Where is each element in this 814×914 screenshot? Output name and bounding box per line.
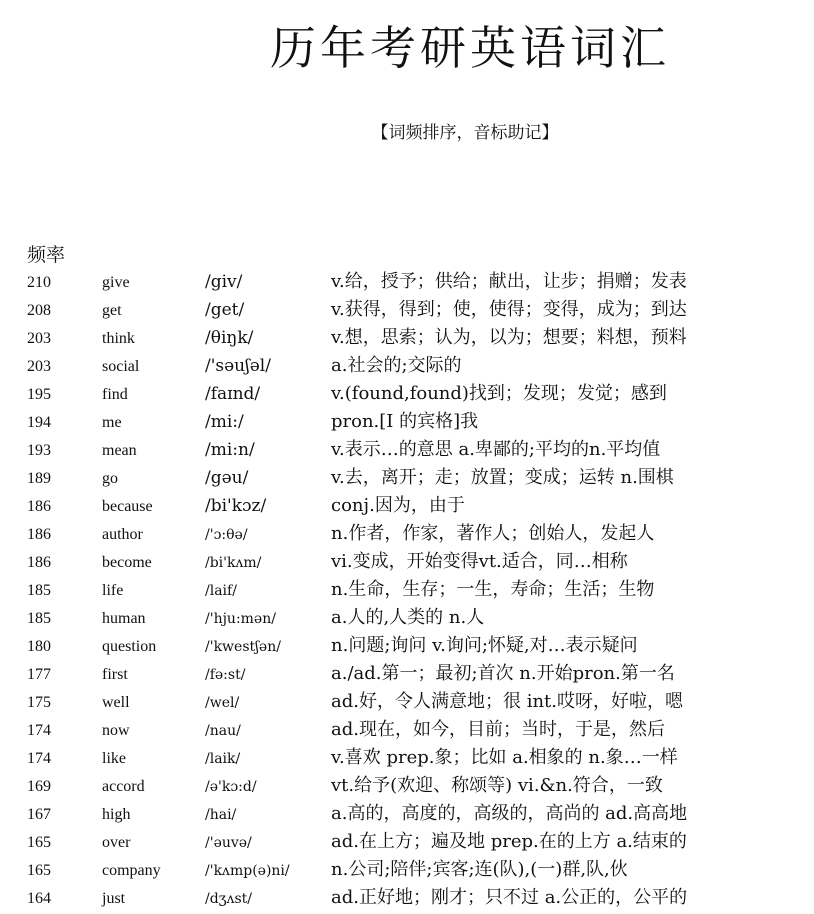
word-phonetic: /θiŋk/	[205, 328, 254, 348]
vocabulary-list	[0, 268, 814, 912]
word-term: well	[102, 694, 130, 711]
word-term: think	[102, 330, 135, 347]
word-term: first	[102, 666, 128, 683]
frequency-value: 174	[27, 722, 51, 739]
word-definition: n.作者，作家，著作人；创始人，发起人	[331, 523, 655, 544]
vocab-row	[0, 492, 814, 520]
word-term: mean	[102, 442, 137, 459]
word-term: human	[102, 610, 146, 627]
word-phonetic: /laif/	[205, 583, 237, 599]
frequency-value: 180	[27, 638, 51, 655]
word-definition: v.(found,found)找到；发现；发觉；感到	[331, 383, 667, 404]
frequency-value: 208	[27, 302, 51, 319]
vocab-row	[0, 828, 814, 856]
word-phonetic: /bi'kʌm/	[205, 555, 262, 571]
frequency-value: 194	[27, 414, 51, 431]
word-phonetic: /fə:st/	[205, 667, 246, 683]
word-phonetic: /get/	[205, 300, 245, 320]
frequency-column-header: 频率	[27, 244, 66, 266]
word-definition: a.社会的;交际的	[331, 355, 462, 376]
word-phonetic: /laik/	[205, 751, 241, 767]
vocab-row	[0, 464, 814, 492]
vocab-row	[0, 576, 814, 604]
vocab-row	[0, 884, 814, 912]
word-definition: ad.在上方；遍及地 prep.在的上方 a.结束的	[331, 831, 687, 852]
word-term: author	[102, 526, 143, 543]
word-term: now	[102, 722, 130, 739]
word-phonetic: /gəu/	[205, 468, 249, 488]
word-term: just	[102, 890, 126, 907]
word-phonetic: /giv/	[205, 272, 243, 292]
word-phonetic: /'kwestʃən/	[205, 639, 281, 655]
vocab-row	[0, 604, 814, 632]
frequency-value: 186	[27, 526, 51, 543]
word-definition: vt.给予(欢迎、称颂等) vi.&n.符合，一致	[331, 775, 663, 796]
vocab-row	[0, 380, 814, 408]
word-definition: vi.变成，开始变得vt.适合，同…相称	[331, 551, 628, 572]
word-term: accord	[102, 778, 145, 795]
frequency-value: 186	[27, 554, 51, 571]
vocab-row	[0, 296, 814, 324]
vocab-row	[0, 688, 814, 716]
word-definition: a./ad.第一；最初;首次 n.开始pron.第一名	[331, 663, 675, 684]
word-phonetic: /'səuʃəl/	[205, 356, 271, 376]
word-definition: v.给，授予；供给；献出，让步；捐赠；发表	[331, 271, 687, 292]
word-definition: conj.因为，由于	[331, 495, 465, 516]
frequency-value: 185	[27, 610, 51, 627]
vocab-row	[0, 324, 814, 352]
word-definition: ad.正好地；刚才；只不过 a.公正的，公平的	[331, 887, 688, 908]
frequency-value: 165	[27, 862, 51, 879]
word-term: become	[102, 554, 152, 571]
word-phonetic: /wel/	[205, 695, 240, 711]
word-definition: ad.好，令人满意地；很 int.哎呀，好啦，嗯	[331, 691, 684, 712]
word-term: because	[102, 498, 153, 515]
word-term: question	[102, 638, 157, 655]
vocab-row	[0, 800, 814, 828]
word-phonetic: /'kʌmp(ə)ni/	[205, 863, 290, 879]
word-term: like	[102, 750, 126, 767]
vocab-row	[0, 520, 814, 548]
word-definition: ad.现在，如今，目前；当时，于是，然后	[331, 719, 665, 740]
frequency-value: 164	[27, 890, 51, 907]
vocab-row	[0, 632, 814, 660]
word-definition: a.人的,人类的 n.人	[331, 607, 485, 628]
frequency-value: 189	[27, 470, 51, 487]
word-phonetic: /'ɔ:θə/	[205, 527, 248, 543]
word-phonetic: /mi:n/	[205, 440, 255, 460]
word-phonetic: /'əuvə/	[205, 835, 252, 851]
word-term: find	[102, 386, 128, 403]
frequency-value: 169	[27, 778, 51, 795]
word-phonetic: /faɪnd/	[205, 384, 261, 404]
word-term: go	[102, 470, 118, 487]
frequency-value: 175	[27, 694, 51, 711]
word-phonetic: /bi'kɔz/	[205, 496, 267, 516]
page-title: 历年考研英语词汇	[270, 21, 670, 75]
frequency-value: 195	[27, 386, 51, 403]
word-phonetic: /ə'kɔ:d/	[205, 779, 257, 795]
word-phonetic: /mi:/	[205, 412, 244, 432]
vocab-row	[0, 772, 814, 800]
frequency-value: 174	[27, 750, 51, 767]
word-phonetic: /hai/	[205, 807, 237, 823]
vocab-row	[0, 408, 814, 436]
frequency-value: 165	[27, 834, 51, 851]
frequency-value: 203	[27, 358, 51, 375]
word-phonetic: /dʒʌst/	[205, 891, 253, 907]
vocab-row	[0, 856, 814, 884]
word-definition: v.去，离开；走；放置；变成；运转 n.围棋	[331, 467, 674, 488]
page-subtitle: 【词频排序，音标助记】	[371, 123, 559, 143]
word-definition: a.高的，高度的，高级的，高尚的 ad.高高地	[331, 803, 688, 824]
word-term: social	[102, 358, 140, 375]
word-term: give	[102, 274, 130, 291]
word-definition: v.喜欢 prep.象；比如 a.相象的 n.象…一样	[331, 747, 678, 768]
word-term: life	[102, 582, 124, 599]
frequency-value: 186	[27, 498, 51, 515]
word-term: company	[102, 862, 161, 879]
frequency-value: 167	[27, 806, 51, 823]
word-definition: n.公司;陪伴;宾客;连(队),(一)群,队,伙	[331, 859, 628, 880]
frequency-value: 185	[27, 582, 51, 599]
word-phonetic: /'hju:mən/	[205, 611, 276, 627]
word-term: high	[102, 806, 131, 823]
vocab-row	[0, 548, 814, 576]
word-term: over	[102, 834, 131, 851]
vocab-row	[0, 436, 814, 464]
word-phonetic: /nau/	[205, 723, 241, 739]
word-definition: n.生命，生存；一生，寿命；生活；生物	[331, 579, 655, 600]
word-definition: v.获得，得到；使，使得；变得，成为；到达	[331, 299, 687, 320]
word-definition: n.问题;询问 v.询问;怀疑,对…表示疑问	[331, 635, 638, 656]
frequency-value: 203	[27, 330, 51, 347]
vocab-row	[0, 268, 814, 296]
vocab-row	[0, 716, 814, 744]
word-term: get	[102, 302, 122, 319]
word-definition: v.表示…的意思 a.卑鄙的;平均的n.平均值	[331, 439, 661, 460]
frequency-value: 193	[27, 442, 51, 459]
vocab-row	[0, 660, 814, 688]
frequency-value: 177	[27, 666, 51, 683]
vocab-row	[0, 744, 814, 772]
word-definition: pron.[I 的宾格]我	[331, 411, 479, 432]
vocab-row	[0, 352, 814, 380]
frequency-value: 210	[27, 274, 51, 291]
word-term: me	[102, 414, 122, 431]
word-definition: v.想，思索；认为，以为；想要；料想，预料	[331, 327, 687, 348]
